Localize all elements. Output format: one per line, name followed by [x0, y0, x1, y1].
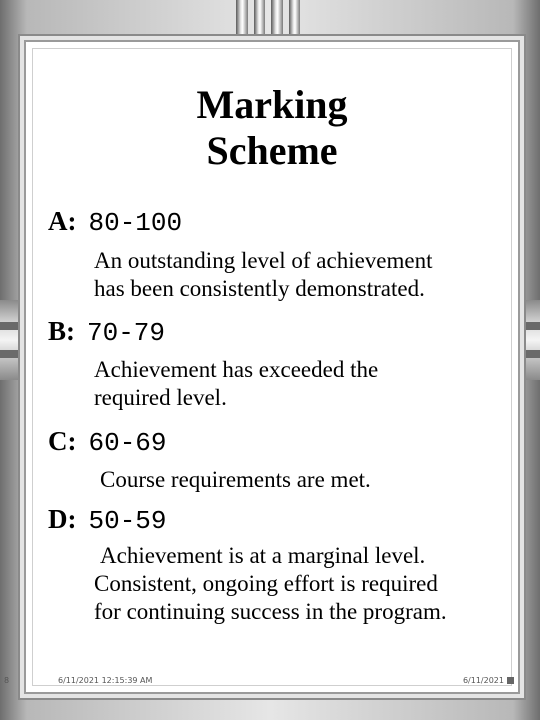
grade-a-heading — [48, 206, 182, 238]
top-decoration — [236, 0, 300, 40]
grade-d-description — [94, 542, 504, 626]
grade-range: 60-69 — [88, 428, 167, 458]
description-line: Consistent, ongoing effort is required — [94, 571, 438, 596]
description-line: Achievement is at a marginal level. — [100, 543, 426, 568]
footer-date: 6/11/2021 — [462, 676, 504, 685]
grade-a-description — [94, 247, 504, 303]
grade-range: 70-79 — [87, 318, 166, 348]
description-line: Course requirements are met. — [100, 467, 371, 492]
grade-b-heading — [48, 316, 165, 348]
description-line: An outstanding level of achievement — [94, 248, 433, 273]
slide-title — [26, 82, 518, 174]
grade-letter: A: — [48, 206, 77, 236]
description-line: for continuing success in the program. — [94, 599, 447, 624]
title-line-1: Marking — [196, 82, 348, 127]
grade-range: 50-59 — [88, 506, 167, 536]
grade-d-heading — [48, 504, 167, 536]
description-line: has been consistently demonstrated. — [94, 276, 425, 301]
top-bar — [271, 0, 283, 40]
square-icon — [507, 677, 514, 684]
grade-range: 80-100 — [88, 208, 183, 238]
grade-letter: B: — [48, 316, 75, 346]
description-line: required level. — [94, 385, 227, 410]
description-line: Achievement has exceeded the — [94, 357, 379, 382]
top-bar — [236, 0, 248, 40]
footer-timestamp: 6/11/2021 12:15:39 AM — [58, 676, 153, 685]
grade-c-heading — [48, 426, 167, 458]
title-line-2: Scheme — [206, 128, 338, 173]
grade-letter: D: — [48, 504, 77, 534]
page-number: 8 — [4, 676, 10, 685]
top-bar — [254, 0, 266, 40]
grade-c-description — [100, 466, 510, 494]
slide-footer — [4, 676, 516, 688]
grade-letter: C: — [48, 426, 77, 456]
top-bar — [289, 0, 301, 40]
slide-frame — [24, 40, 520, 694]
grade-b-description — [94, 356, 504, 412]
